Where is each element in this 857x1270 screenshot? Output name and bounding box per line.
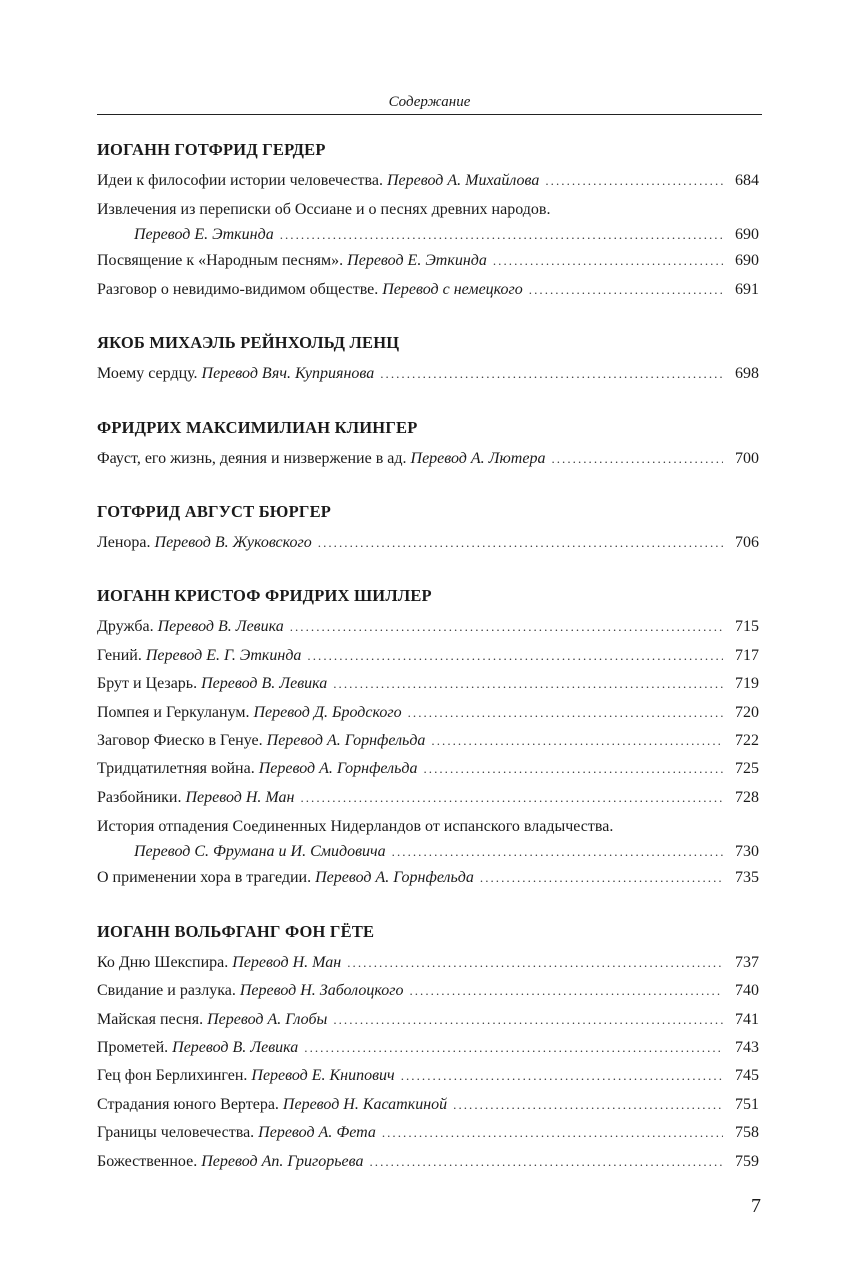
- author-heading: ГОТФРИД АВГУСТ БЮРГЕР: [97, 502, 332, 522]
- dot-leader: [369, 1148, 723, 1176]
- entry-title: Майская песня.: [97, 1010, 204, 1028]
- entry-title: Извлечения из переписки об Оссиане и о песнях древних народов.: [97, 201, 551, 219]
- entry-title-line: [97, 864, 474, 892]
- toc-entry: [97, 1034, 761, 1062]
- entry-title-line: [97, 755, 417, 783]
- entry-page: 698: [735, 365, 759, 383]
- entry-title: Свидание и разлука.: [97, 982, 236, 1000]
- entry-page: 691: [735, 280, 759, 298]
- entry-title-line: [97, 276, 523, 304]
- entry-page: 715: [735, 618, 759, 636]
- dot-leader: [382, 1119, 723, 1147]
- entry-page: 740: [735, 982, 759, 1000]
- entry-title-line: [97, 1119, 376, 1147]
- entry-title: Ко Дню Шекспира.: [97, 953, 229, 971]
- dot-leader: [493, 247, 723, 275]
- entry-title: Гений.: [97, 646, 142, 664]
- author-heading: ИОГАНН ВОЛЬФГАНГ ФОН ГЁТЕ: [97, 921, 375, 941]
- dot-leader: [529, 276, 723, 304]
- entry-translator: Перевод с немецкого: [382, 280, 523, 298]
- entry-continuation: [97, 222, 761, 247]
- dot-leader: [304, 1034, 723, 1062]
- entry-title-line: [97, 1091, 447, 1119]
- header-rule: [97, 114, 762, 115]
- toc-entry: [97, 727, 761, 755]
- entry-page: 684: [735, 172, 759, 189]
- toc-entry: [97, 755, 761, 783]
- entry-title-line: [97, 360, 374, 388]
- entry-translator: Перевод Н. Ман: [185, 788, 295, 806]
- dot-leader: [280, 222, 723, 247]
- entry-translator: Перевод Е. Эткинда: [134, 226, 274, 244]
- entry-title-line: [97, 1148, 363, 1176]
- entry-translator: Перевод Н. Касаткиной: [282, 1095, 448, 1113]
- entry-translator: Перевод А. Горнфельда: [266, 732, 426, 750]
- entry-title: Ленора.: [97, 534, 151, 552]
- dot-leader: [409, 977, 723, 1005]
- entry-title: Границы человечества.: [97, 1124, 255, 1142]
- dot-leader: [423, 755, 723, 783]
- toc-entry: [97, 642, 761, 670]
- entry-page: 743: [735, 1038, 759, 1056]
- dot-leader: [545, 167, 723, 195]
- entry-page: 741: [735, 1010, 759, 1028]
- entry-title-line: [97, 529, 312, 557]
- entry-title-line: [97, 977, 403, 1005]
- dot-leader: [347, 949, 723, 977]
- entry-page: 722: [735, 732, 759, 750]
- entry-translator: Перевод Е. Эткинда: [347, 252, 487, 270]
- entry-translator: Перевод В. Жуковского: [154, 534, 312, 552]
- entry-title: Гец фон Берлихинген.: [97, 1067, 248, 1085]
- entry-translator: Перевод А. Горнфельда: [315, 869, 474, 887]
- entry-translator: Перевод В. Левика: [201, 675, 328, 693]
- entry-title: Тридцатилетняя война.: [97, 760, 255, 778]
- entry-title-line: [97, 1006, 327, 1034]
- toc-entry: [97, 949, 761, 977]
- entry-translator: Перевод Н. Заболоцкого: [239, 982, 404, 1000]
- toc-section: [97, 417, 761, 473]
- entry-page: 759: [735, 1152, 759, 1170]
- entry-title-line: [97, 670, 327, 698]
- toc-entry: [97, 360, 761, 388]
- toc-entry: [97, 784, 761, 812]
- entry-title: Брут и Цезарь.: [97, 675, 198, 693]
- entry-translator: Перевод Е. Г. Эткинда: [145, 646, 302, 664]
- entry-title-line: [97, 1034, 298, 1062]
- entry-title-line: [97, 445, 545, 473]
- dot-leader: [408, 699, 723, 727]
- entry-page: 706: [735, 534, 759, 552]
- entry-title: Разбойники.: [97, 788, 182, 806]
- entry-title: Страдания юного Вертера.: [97, 1095, 279, 1113]
- dot-leader: [290, 613, 723, 641]
- entry-translator: Перевод Вяч. Куприянова: [201, 365, 375, 383]
- entry-title: История отпадения Соединенных Нидерландов от испанского владычества.: [97, 818, 614, 836]
- entry-translator: Перевод А. Михайлова: [387, 172, 540, 189]
- entry-title-line: [97, 1062, 395, 1090]
- entry-page: 717: [735, 646, 759, 664]
- toc-entry: [97, 864, 761, 892]
- toc-entry: [97, 1062, 761, 1090]
- toc-entry: [97, 613, 761, 641]
- toc-entry: [97, 812, 761, 864]
- dot-leader: [431, 727, 723, 755]
- entry-translator: Перевод В. Левика: [172, 1038, 299, 1056]
- dot-leader: [380, 360, 723, 388]
- entry-title-line: [97, 727, 425, 755]
- toc-section: [97, 332, 761, 388]
- entry-page: 700: [735, 449, 759, 467]
- dot-leader: [307, 642, 723, 670]
- toc-entry: [97, 195, 761, 247]
- dot-leader: [300, 784, 723, 812]
- entry-page: 719: [735, 675, 759, 693]
- entry-page: 720: [735, 703, 759, 721]
- entry-title-line: [97, 642, 301, 670]
- toc-entry: [97, 529, 761, 557]
- toc-entry: [97, 276, 761, 304]
- author-heading: ИОГАНН ГОТФРИД ГЕРДЕР: [97, 140, 326, 159]
- toc-entry: [97, 445, 761, 473]
- entry-translator: Перевод А. Глобы: [207, 1010, 328, 1028]
- toc-section: [97, 139, 761, 304]
- entry-continuation: [97, 839, 761, 864]
- author-heading: ЯКОБ МИХАЭЛЬ РЕЙНХОЛЬД ЛЕНЦ: [97, 333, 400, 353]
- dot-leader: [333, 670, 723, 698]
- entry-page: 745: [735, 1067, 759, 1085]
- entry-title: Божественное.: [97, 1152, 198, 1170]
- entry-title: Моему сердцу.: [97, 365, 198, 383]
- entry-title-line: [97, 949, 341, 977]
- dot-leader: [333, 1006, 723, 1034]
- entry-translator: Перевод Ап. Григорьева: [201, 1152, 364, 1170]
- dot-leader: [401, 1062, 723, 1090]
- entry-page: 751: [735, 1095, 759, 1113]
- entry-title: Фауст, его жизнь, деяния и низвержение в ад.: [97, 449, 407, 467]
- entry-title: Заговор Фиеско в Генуе.: [97, 732, 263, 750]
- toc-entry: [97, 1148, 761, 1176]
- entry-title-line: [97, 699, 402, 727]
- toc-entry: [97, 977, 761, 1005]
- entry-translator: Перевод С. Фрумана и И. Смидовича: [134, 843, 386, 861]
- entry-page: 735: [735, 869, 759, 887]
- toc-entry: [97, 167, 761, 195]
- entry-page: 737: [735, 953, 759, 971]
- toc-entry: [97, 1006, 761, 1034]
- dot-leader: [392, 839, 723, 864]
- entry-page: 730: [735, 843, 759, 861]
- dot-leader: [453, 1091, 723, 1119]
- author-heading: ФРИДРИХ МАКСИМИЛИАН КЛИНГЕР: [97, 417, 418, 437]
- toc-entry: [97, 247, 761, 275]
- dot-leader: [480, 864, 723, 892]
- toc-entry: [97, 1091, 761, 1119]
- dot-leader: [318, 529, 723, 557]
- dot-leader: [551, 445, 723, 473]
- author-heading: ИОГАНН КРИСТОФ ФРИДРИХ ШИЛЛЕР: [97, 586, 432, 606]
- page-number: 7: [751, 1195, 761, 1217]
- toc-section: [97, 501, 761, 557]
- entry-translator: Перевод А. Лютера: [410, 449, 546, 467]
- entry-title: Помпея и Геркуланум.: [97, 703, 250, 721]
- entry-title-line: [97, 613, 284, 641]
- toc-entry: [97, 699, 761, 727]
- entry-title: Прометей.: [97, 1038, 169, 1056]
- entry-page: 725: [735, 760, 759, 778]
- entry-title: Дружба.: [97, 618, 154, 636]
- entry-title-line: [97, 247, 487, 275]
- entry-page: 690: [735, 252, 759, 270]
- toc-section: [97, 585, 761, 892]
- toc-entry: [97, 1119, 761, 1147]
- entry-title-line: [97, 167, 539, 195]
- entry-page: 758: [735, 1124, 759, 1142]
- entry-title-line: [97, 784, 294, 812]
- entry-page: 690: [735, 226, 759, 244]
- toc-entry: [97, 670, 761, 698]
- entry-title: О применении хора в трагедии.: [97, 869, 312, 887]
- entry-translator: Перевод Е. Книпович: [251, 1067, 395, 1085]
- running-head: Содержание: [388, 94, 471, 110]
- entry-translator: Перевод В. Левика: [157, 618, 284, 636]
- toc-section: [97, 921, 761, 1176]
- entry-page: 728: [735, 788, 759, 806]
- entry-title: Разговор о невидимо-видимом обществе.: [97, 280, 379, 298]
- entry-translator: Перевод А. Фета: [258, 1124, 376, 1142]
- entry-translator: Перевод А. Горнфельда: [258, 760, 418, 778]
- table-of-contents: [97, 139, 761, 1204]
- entry-title: Идеи к философии истории человечества.: [97, 172, 383, 189]
- entry-title: Посвящение к «Народным песням».: [97, 252, 344, 270]
- entry-translator: Перевод Д. Бродского: [253, 703, 402, 721]
- entry-translator: Перевод Н. Ман: [232, 953, 342, 971]
